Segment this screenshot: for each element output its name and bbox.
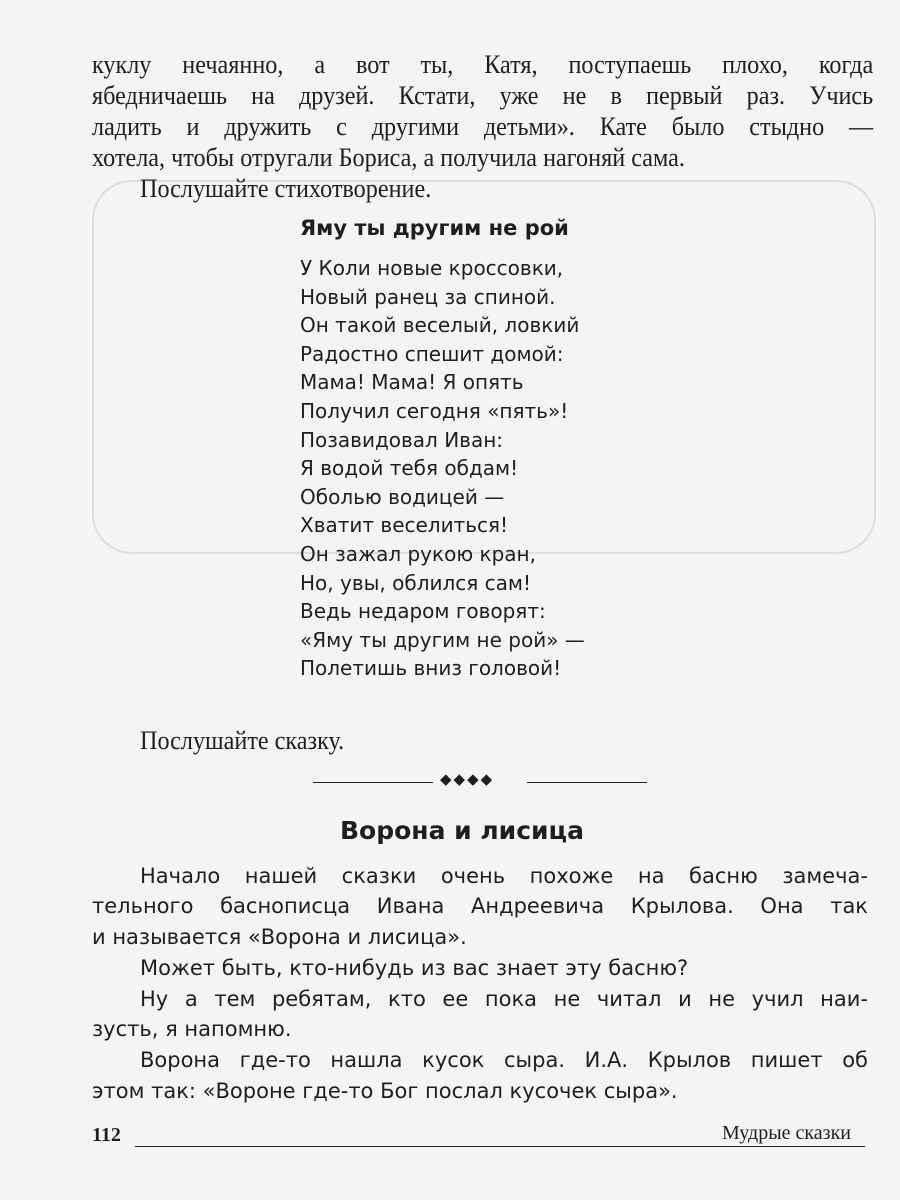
story-line: этом так: «Вороне где-то Бог послал кусочек сыра». xyxy=(92,1079,678,1103)
story-line: Ворона где-то нашла кусок сыра. И.А. Крылов пишет об xyxy=(140,1048,868,1072)
poem-line: Полетишь вниз головой! xyxy=(300,656,562,681)
poem-line: Оболью водицей — xyxy=(300,484,505,509)
story-line: тельного баснописца Ивана Андреевича Крылова. Она так xyxy=(92,894,868,918)
poem-line: Новый ранец за спиной. xyxy=(300,284,556,309)
intro-line: ладить и дружить с другими детьми». Кате было стыдно — xyxy=(92,112,874,141)
story-title: Ворона и лисица xyxy=(340,816,584,845)
listen-poem: Послушайте стихотворение. xyxy=(140,174,432,203)
story-line: Ну а тем ребятам, кто ее пока не читал и не учил наи- xyxy=(140,987,868,1011)
section-title: Мудрые сказки xyxy=(722,1122,852,1144)
story-line: Может быть, кто-нибудь из вас знает эту басню? xyxy=(140,956,689,980)
listen-tale: Послушайте сказку. xyxy=(140,726,345,755)
poem-line: Ведь недаром говорят: xyxy=(300,599,546,624)
footer-rule xyxy=(135,1146,865,1147)
poem-line: Позавидовал Иван: xyxy=(300,427,504,452)
intro-line: хотела, чтобы отругали Бориса, а получила нагоняй сама. xyxy=(92,143,685,172)
poem-line: Он зажал рукою кран, xyxy=(300,542,536,566)
ornament: ◆◆◆◆ xyxy=(440,770,495,788)
poem-line: Но, увы, облился сам! xyxy=(300,570,531,595)
story-line: зусть, я напомню. xyxy=(92,1017,292,1041)
poem-line: Получил сегодня «пять»! xyxy=(300,399,569,423)
page-number: 112 xyxy=(92,1124,121,1146)
poem-line: Мама! Мама! Я опять xyxy=(300,370,524,395)
poem-line: Он такой веселый, ловкий xyxy=(300,313,580,338)
poem-line: «Яму ты другим не рой» — xyxy=(300,627,585,652)
divider-left xyxy=(313,782,433,783)
poem-line: Радостно спешит домой: xyxy=(300,341,564,366)
intro-line: ябедничаешь на друзей. Кстати, уже не в первый раз. Учись xyxy=(92,81,874,110)
intro-line: куклу нечаянно, а вот ты, Катя, поступаешь плохо, когда xyxy=(92,50,874,79)
poem-line: У Коли новые кроссовки, xyxy=(300,256,564,280)
poem-line: Я водой тебя обдам! xyxy=(300,456,519,481)
poem-line: Хватит веселиться! xyxy=(300,513,509,538)
story-line: и называется «Ворона и лисица». xyxy=(92,925,467,949)
poem-title: Яму ты другим не рой xyxy=(300,216,569,240)
story-line: Начало нашей сказки очень похоже на басню замеча- xyxy=(140,864,868,888)
divider-right xyxy=(527,782,647,783)
